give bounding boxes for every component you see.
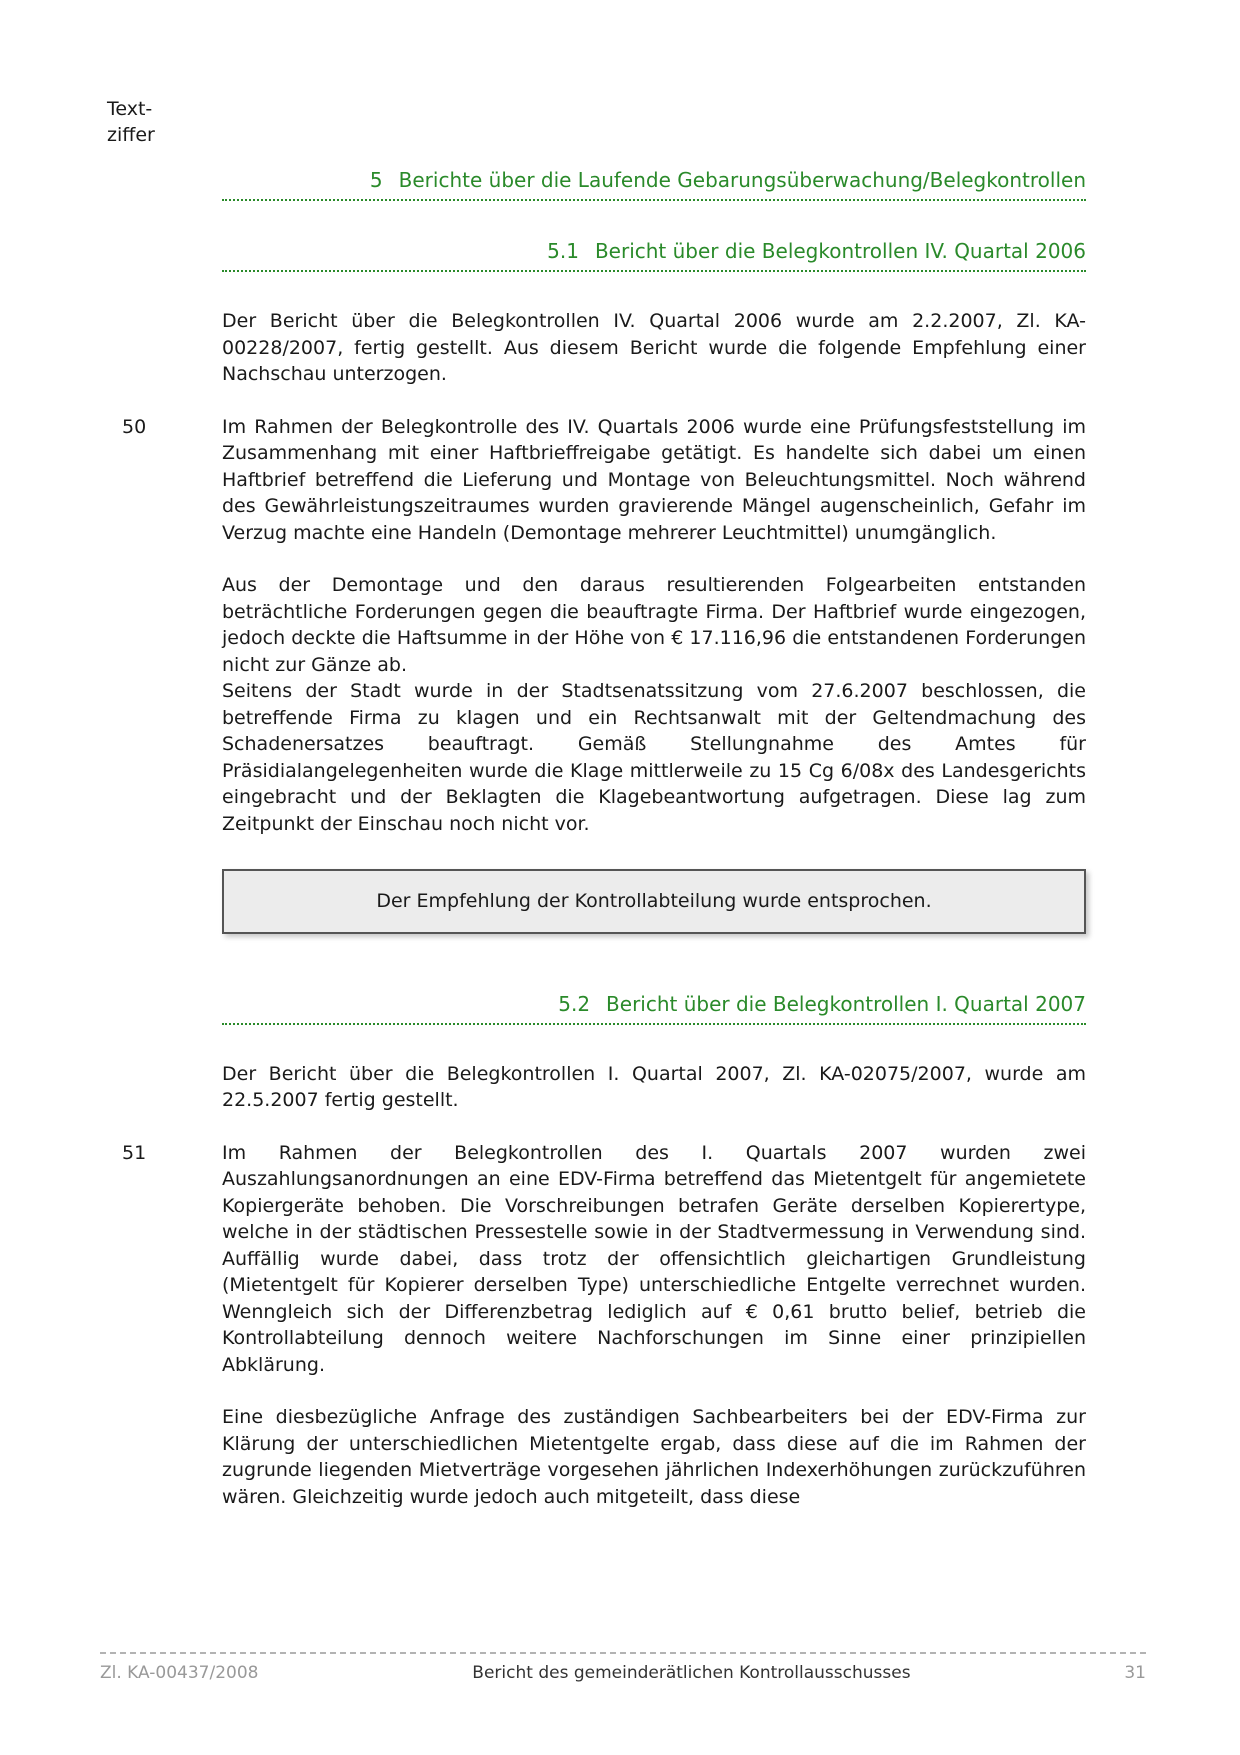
textziffer-51-paragraph: Im Rahmen der Belegkontrollen des I. Quartals 2007 wurden zwei Auszahlungsanordnungen an eine EDV-Firma betreffend das Mietentgelt für angemietete Kopiergeräte behoben. Die Vorschreibungen betrafen Geräte derselben Kopierertype, welche in der städtischen Pressestelle sowie in der Stadtvermessung in Verwendung sind. Auffällig wurde dabei, dass trotz der offensichtlich gleichartigen Grundleistung (Mietentgelt für Kopierer derselben Type) unterschiedliche Entgelte verrechnet wurden. Wenngleich sich der Differenzbetrag lediglich auf € 0,61 brutto belief, betrieb die Kontrollabteilung dennoch weitere Nachforschungen im Sinne einer prinzipiellen Abklärung. bbox=[222, 1141, 1086, 1376]
section-5-1-title: Bericht über die Belegkontrollen IV. Quartal 2006 bbox=[594, 239, 1086, 263]
textziffer-number-50: 50 bbox=[122, 415, 147, 438]
section-5-1-number: 5.1 bbox=[547, 239, 579, 263]
section-5-1-paragraph-2: Aus der Demontage und den daraus resultierenden Folgearbeiten entstanden beträchtliche Forderungen gegen die beauftragte Firma. Der Haftbrief wurde eingezogen, jedoch deckte die Haftsumme in der Höhe von € 17.116,96 die entstandenen Forderungen nicht zur Gänze ab. bbox=[222, 574, 1086, 676]
footer-document-title: Bericht des gemeinderätlichen Kontrollausschusses bbox=[472, 1663, 911, 1683]
section-5-1-heading bbox=[222, 239, 1086, 272]
section-5-2-number: 5.2 bbox=[558, 991, 591, 1016]
textziffer-50-paragraph: Im Rahmen der Belegkontrolle des IV. Quartals 2006 wurde eine Prüfungsfeststellung im Zusammenhang mit einer Haftbrieffreigabe getätigt. Es handelte sich dabei um einen Haftbrief betreffend die Lieferung und Montage von Beleuchtungsmittel. Noch während des Gewährleistungszeitraumes wurden gravierende Mängel augenscheinlich, Gefahr im Verzug machte eine Handeln (Demontage mehrerer Leuchtmittel) unumgänglich. bbox=[222, 415, 1086, 544]
section-5-2-intro-paragraph: Der Bericht über die Belegkontrollen I. Quartal 2007, Zl. KA-02075/2007, wurde am 22.5.2007 fertig gestellt. bbox=[222, 1062, 1086, 1111]
margin-column-label-line2: ziffer bbox=[107, 124, 155, 146]
page-footer bbox=[100, 1652, 1146, 1683]
section-5-2-paragraph-2: Eine diesbezügliche Anfrage des zuständigen Sachbearbeiters bei der EDV-Firma zur Klärung der unterschiedlichen Mietentgelte ergab, dass diese auf die im Rahmen der zugrunde liegenden Mietverträge vorgesehen jährlichen Indexerhöhungen zurückzuführen wären. Gleichzeitig wurde jedoch auch mitgeteilt, dass diese bbox=[222, 1406, 1086, 1508]
textziffer-number-51: 51 bbox=[122, 1141, 147, 1164]
textziffer-item-51 bbox=[122, 1140, 1086, 1379]
section-5-heading bbox=[222, 168, 1086, 201]
margin-column-label bbox=[107, 96, 155, 148]
section-5-1-intro-paragraph: Der Bericht über die Belegkontrollen IV. Quartal 2006 wurde am 2.2.2007, Zl. KA-00228/2007, fertig gestellt. Aus diesem Bericht wurde die folgende Empfehlung einer Nachschau unterzogen. bbox=[222, 310, 1086, 385]
section-5-number: 5 bbox=[369, 168, 383, 192]
section-5-2-heading bbox=[222, 992, 1086, 1025]
section-5-title: Berichte über die Laufende Gebarungsüberwachung/Belegkontrollen bbox=[398, 168, 1086, 192]
margin-column-label-line1: Text- bbox=[107, 98, 153, 120]
footer-page-number: 31 bbox=[1124, 1663, 1146, 1683]
document-content bbox=[122, 168, 1086, 1510]
recommendation-box: Der Empfehlung der Kontrollabteilung wurde entsprochen. bbox=[222, 869, 1086, 934]
textziffer-item-50 bbox=[122, 414, 1086, 547]
footer-document-number: Zl. KA-00437/2008 bbox=[100, 1663, 259, 1683]
section-5-1-paragraph-3: Seitens der Stadt wurde in der Stadtsenatssitzung vom 27.6.2007 beschlossen, die betreffende Firma zu klagen und ein Rechtsanwalt mit der Geltendmachung des Schadenersatzes beauftragt. Gemäß Stellungnahme des Amtes für Präsidialangelegenheiten wurde die Klage mittlerweile zu 15 Cg 6/08x des Landesgerichts eingebracht und der Beklagten die Klagebeantwortung aufgetragen. Diese lag zum Zeitpunkt der Einschau noch nicht vor. bbox=[222, 680, 1086, 835]
section-5-2-title: Bericht über die Belegkontrollen I. Quartal 2007 bbox=[606, 991, 1086, 1016]
